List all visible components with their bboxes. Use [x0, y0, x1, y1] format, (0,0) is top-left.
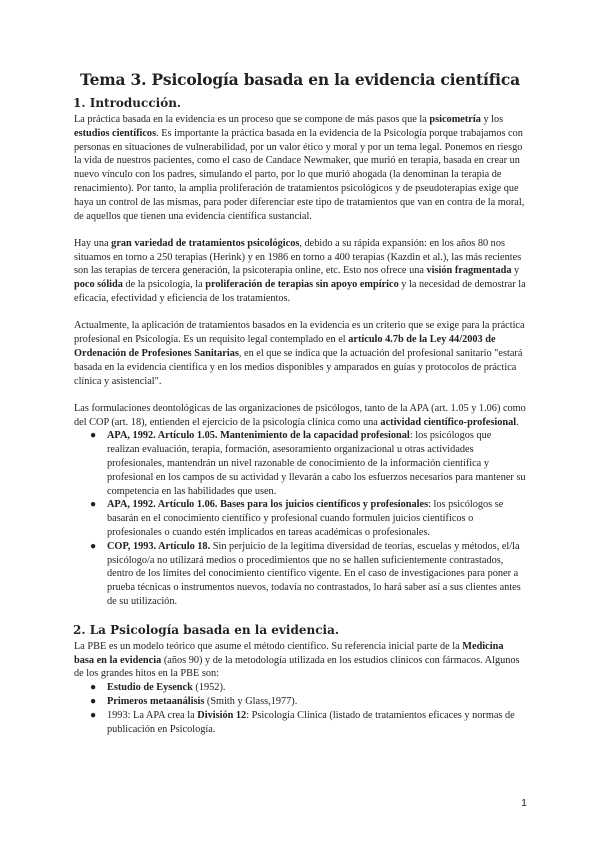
text-run: 1993: La APA crea la [107, 709, 198, 721]
section-2-heading: 2. La Psicología basada en la evidencia. [73, 622, 340, 637]
bold-text-run: poco sólida [74, 279, 123, 291]
text-run: La PBE es un modelo teórico que asume el método científico. Su referencia inicial parte de la [74, 640, 463, 652]
section-1-paragraph-2 [74, 237, 526, 306]
text-run: (1952). [192, 682, 226, 694]
bold-text-run: APA, 1992. Artículo 1.05. Mantenimiento de la capacidad profesional [107, 430, 410, 442]
bold-text-run: actividad científico-profesional [380, 416, 517, 428]
text-run: . Es importante la práctica basada en la evidencia de la Psicología porque trabajamos con personas en situaciones de vulnerabilidad, por un valor ético y moral y por un tema legal. Ponemos en riesgo la vida de nuestros pacientes, como el caso de Candace Newmaker, que murió en terapia, basada en crear un nuevo vínculo con los padres, simulando el parto, por lo que murió ahogada (la denominan la terapia de renacimiento). Por tanto, la amplia proliferación de tratamientos psicológicos y de pseudoterapias exige que haya un control de las mismas, para poder diferenciar este tipo de tratamientos que van en contra de la moral, de aquellos que tienen una evidencia científica sustancial. [74, 127, 525, 222]
text-run: Actualmente, la aplicación de tratamientos basados en la evidencia es un criterio que se exige para la práctica profesional en Psicología. Es un requisito legal contemplado en el [74, 320, 525, 346]
bold-text-run: División 12 [197, 709, 247, 721]
bold-text-run: psicometría [429, 114, 481, 125]
bullet-icon: ● [90, 695, 97, 707]
bold-text-run: proliferación de terapias sin apoyo empírico [205, 279, 399, 291]
text-run: de la psicología, la [122, 279, 206, 291]
bullet-item [74, 540, 526, 609]
bold-text-run: estudios científicos [74, 127, 157, 139]
bullet-icon: ● [90, 540, 97, 552]
text-run: : los psicólogos se basarán en el conocimiento científico y profesional cuando formulen juicios científicos o profesionales o cuando estén implicados en tareas académicas o profesionales. [107, 499, 504, 539]
document-title: Tema 3. Psicología basada en la evidencia científica [80, 70, 520, 89]
section-1-bullet-list [74, 429, 526, 608]
text-run: : los psicólogos que realizan evaluación, terapia, formación, asesoramiento organizacional u otras actividades profesionales, mantendrán un nivel razonable de conocimiento de la información científica y profesional en los campos de su actividad y llevarán a cabo los esfuerzos necesarios para mantener su competencia en las habilidades que usen. [107, 430, 526, 497]
text-run: y [511, 265, 520, 277]
bullet-icon: ● [90, 499, 97, 511]
section-1-paragraph-3 [74, 319, 526, 388]
bullet-icon: ● [90, 430, 97, 442]
text-run: y la necesidad de demostrar la eficacia, efectividad y eficiencia de los tratamientos. [74, 279, 526, 305]
bold-text-run: COP, 1993. Artículo 18. [107, 540, 211, 552]
bold-text-run: gran variedad de tratamientos psicológicos [111, 237, 300, 249]
text-run: , en el que se indica que la actuación del profesional sanitario "estará basada en la evidencia científica y en los medios disponibles y amparados en guías y protocolos de práctica clínica y asistencial". [74, 347, 523, 387]
section-1-heading: 1. Introducción. [73, 96, 182, 110]
section-2-bullet-list [74, 681, 526, 736]
text-run: (Smith y Glass,1977). [204, 695, 298, 707]
bold-text-run: Medicina basa en la evidencia [74, 640, 504, 666]
text-run: : Psicología Clínica (listado de tratamientos eficaces y normas de publicación en Psicología. [107, 709, 515, 735]
text-run: Sin perjuicio de la legítima diversidad de teorías, escuelas y métodos, el/la psicólogo/a no utilizará medios o procedimientos que no se hallen suficientemente contrastados, dentro de los límites del conocimiento científico vigente. En el caso de investigaciones para poner a prueba técnicas o instrumentos nuevos, todavía no contrastados, lo hará saber así a sus clientes antes de su utilización. [107, 540, 521, 607]
bold-text-run: Estudio de Eysenck [107, 682, 193, 694]
page-number: 1 [521, 797, 527, 809]
bullet-icon: ● [90, 709, 97, 721]
bullet-icon: ● [90, 682, 97, 694]
text-run: Hay una [74, 237, 112, 249]
bullet-item [74, 429, 526, 498]
section-2-paragraph-1 [74, 640, 526, 681]
bullet-item [74, 709, 526, 737]
text-run: La práctica basada en la evidencia es un proceso que se compone de más pasos que la [74, 114, 430, 125]
bold-text-run: artículo 4.7b de la Ley 44/2003 de Ordenación de Profesiones Sanitarias [74, 334, 496, 359]
text-run: , debido a su rápida expansión: en los años 80 nos situamos en torno a 250 terapias (Herink) y en 1986 en torno a 400 terapias (Kazdin et al.), las más recientes son las terapias de tercera generación, la psicoterapia online, etc. Esto nos ofrece una [74, 237, 522, 277]
bullet-item [74, 695, 526, 709]
text-run: . [516, 416, 519, 428]
bold-text-run: APA, 1992. Artículo 1.06. Bases para los juicios científicos y profesionales [107, 499, 429, 511]
text-run: (años 90) y de la metodología utilizada en los estudios clínicos con fármacos. Algunos de los grandes hitos en la PBE son: [74, 654, 520, 680]
bold-text-run: Primeros metaanálisis [107, 695, 205, 707]
document-page [74, 70, 526, 750]
text-run: y los [480, 114, 504, 125]
section-1-paragraph-4 [74, 402, 526, 430]
bold-text-run: visión fragmentada [426, 265, 512, 277]
section-1-paragraph-1 [74, 113, 526, 223]
bullet-item [74, 681, 526, 695]
bullet-item [74, 498, 526, 539]
text-run: Las formulaciones deontológicas de las organizaciones de psicólogos, tanto de la APA (art. 1.05 y 1.06) como del COP (art. 18), entienden el ejercicio de la psicología clínica como una [74, 402, 526, 428]
